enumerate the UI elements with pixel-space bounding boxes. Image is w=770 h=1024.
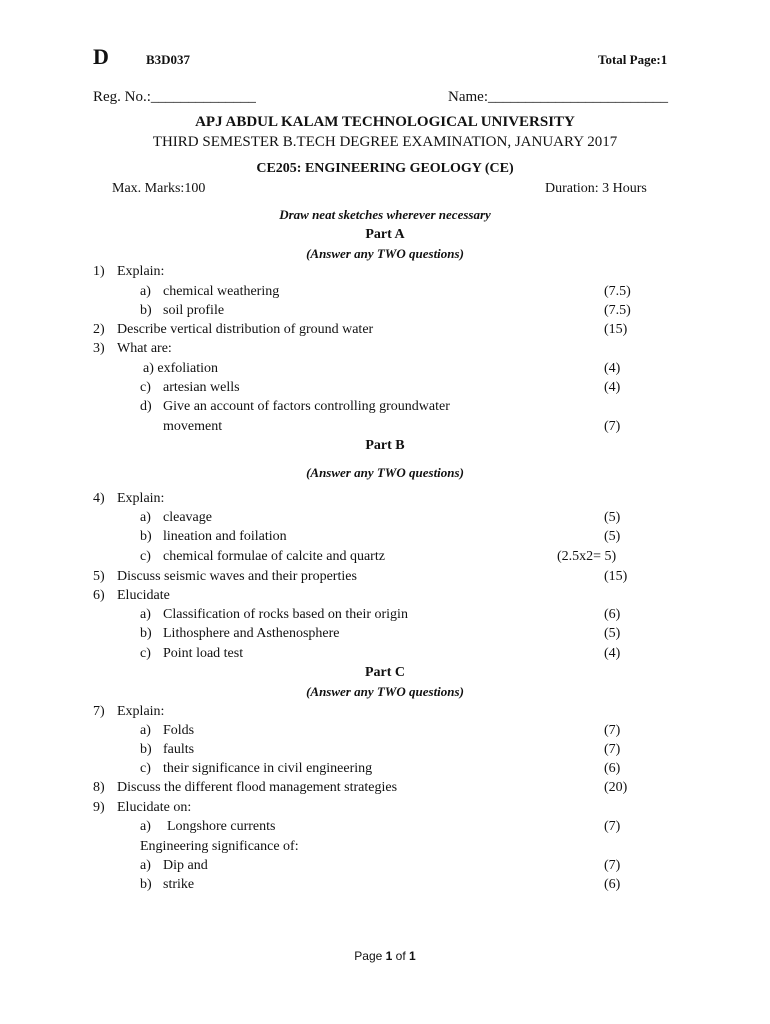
q7c-marks: (6) [604,761,621,776]
max-marks: Max. Marks:100 [112,181,206,196]
q7b-marks: (7) [604,742,621,757]
q6a-marks: (6) [604,607,621,622]
q6c-label: c) [140,646,151,661]
paper-code: B3D037 [146,52,191,67]
q7a-marks: (7) [604,723,621,738]
q5-marks: (15) [604,569,628,584]
q1b-label: b) [140,303,152,318]
instruction: Draw neat sketches wherever necessary [279,207,491,222]
q2-number: 2) [93,322,105,337]
part-b-note: (Answer any TWO questions) [306,465,464,480]
q6a-text: Classification of rocks based on their origin [163,607,408,622]
q7b-label: b) [140,742,152,757]
q9-dip-label: a) [140,858,151,873]
q9-subheading: Engineering significance of: [140,839,299,854]
q2-text: Describe vertical distribution of ground water [117,322,374,337]
series-letter: D [93,44,109,69]
q4-number: 4) [93,491,105,506]
q4-text: Explain: [117,491,165,506]
part-c-note: (Answer any TWO questions) [306,684,464,699]
q3c-marks: (4) [604,380,621,395]
q6b-label: b) [140,626,152,641]
q4c-label: c) [140,549,151,564]
q7a-text: Folds [163,723,195,738]
reg-no-field: Reg. No.:______________ [93,89,256,105]
part-b-title: Part B [365,438,405,453]
duration: Duration: 3 Hours [545,181,647,196]
footer-total-pages: 1 [409,949,416,963]
q7a-label: a) [140,723,151,738]
q6a-label: a) [140,607,151,622]
page-footer [0,949,770,963]
q9-strike-label: b) [140,877,152,892]
q8-number: 8) [93,780,105,795]
q6b-marks: (5) [604,626,621,641]
q2-marks: (15) [604,322,628,337]
part-a-title: Part A [365,227,405,242]
footer-page-word: Page [354,949,386,963]
q3d-marks: (7) [604,419,621,434]
q6c-text: Point load test [163,646,244,661]
q6-number: 6) [93,588,105,603]
name-field: Name:________________________ [448,89,668,105]
q6b-text: Lithosphere and Asthenosphere [163,626,340,641]
q3c-label: c) [140,380,151,395]
q9-strike-text: strike [163,877,195,892]
q8-text: Discuss the different flood management strategies [117,780,398,795]
q7c-text: their significance in civil engineering [163,761,373,776]
q4b-label: b) [140,529,152,544]
q4b-text: lineation and foilation [163,529,287,544]
q9-dip-marks: (7) [604,858,621,873]
q9-number: 9) [93,800,105,815]
q3c-text: artesian wells [163,380,240,395]
q3-number: 3) [93,341,105,356]
total-pages: Total Page:1 [598,52,668,67]
q4c-marks: (2.5x2= 5) [557,549,617,564]
q6-text: Elucidate [117,588,170,603]
q4b-marks: (5) [604,529,621,544]
exam-title: THIRD SEMESTER B.TECH DEGREE EXAMINATION, JANUARY 2017 [152,134,618,150]
q3a-marks: (4) [604,361,621,376]
q9-dip-text: Dip and [163,858,208,873]
q4a-text: cleavage [163,510,212,525]
q7-text: Explain: [117,704,165,719]
q9-text: Elucidate on: [117,800,192,815]
q1a-label: a) [140,284,151,299]
q8-marks: (20) [604,780,628,795]
q1-number: 1) [93,264,105,279]
footer-of-word: of [392,949,410,963]
q6c-marks: (4) [604,646,621,661]
footer-current-page: 1 [385,949,393,963]
q9a-marks: (7) [604,819,621,834]
university-title: APJ ABDUL KALAM TECHNOLOGICAL UNIVERSITY [195,114,575,130]
q3d-text-continued: movement [163,419,223,434]
q1b-marks: (7.5) [604,303,631,318]
course-title: CE205: ENGINEERING GEOLOGY (CE) [256,161,514,176]
q7b-text: faults [163,742,195,757]
q7-number: 7) [93,704,105,719]
q3d-text: Give an account of factors controlling groundwater [163,399,450,414]
q9a-label: a) [140,819,151,834]
q4c-text: chemical formulae of calcite and quartz [163,549,385,564]
q5-text: Discuss seismic waves and their properties [117,569,357,584]
q3d-label: d) [140,399,152,414]
q7c-label: c) [140,761,151,776]
q1a-marks: (7.5) [604,284,631,299]
q4a-marks: (5) [604,510,621,525]
q9a-text: Longshore currents [167,819,276,834]
q9-strike-marks: (6) [604,877,621,892]
q1b-text: soil profile [163,303,225,318]
q4a-label: a) [140,510,151,525]
q1a-text: chemical weathering [163,284,280,299]
q5-number: 5) [93,569,105,584]
q1-text: Explain: [117,264,165,279]
part-c-title: Part C [364,665,406,680]
part-a-note: (Answer any TWO questions) [306,246,464,261]
q3a-text: a) exfoliation [143,361,219,376]
q3-text: What are: [117,341,172,356]
